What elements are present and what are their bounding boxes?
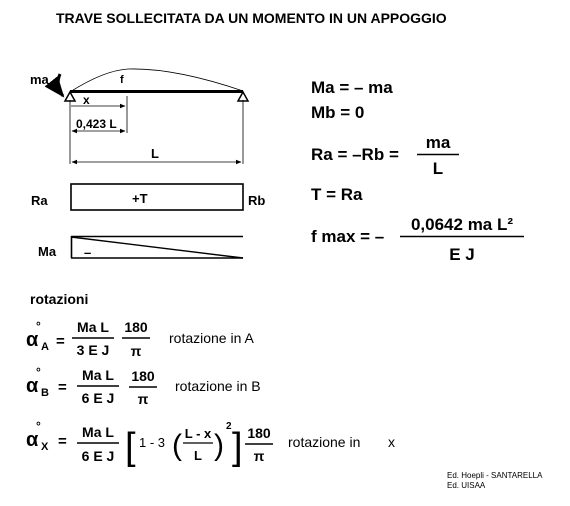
rotation-x: [26, 419, 395, 468]
alpha-x-paren-close: ): [214, 429, 224, 462]
moment-arrow-icon: [58, 74, 63, 96]
alpha-x-in-num: L - x: [184, 426, 212, 441]
formula-ra-num: ma: [425, 133, 451, 152]
alpha-a-degree: °: [36, 319, 41, 333]
x-label: x: [83, 93, 90, 107]
alpha-a-sub: A: [41, 341, 49, 353]
alpha-x-eq: =: [58, 433, 67, 450]
credit-line-1: Ed. Hoepli - SANTARELLA: [447, 471, 543, 480]
alpha-x-sub: X: [41, 441, 49, 453]
alpha-b-fr-num: 180: [131, 368, 155, 384]
shear-diagram: [31, 184, 265, 210]
alpha-b-den: 6 E J: [81, 390, 115, 406]
support-right-icon: [238, 92, 248, 101]
shear-left-label: Ra: [31, 193, 48, 208]
length-label: L: [151, 146, 159, 161]
alpha-x-bracket-close: ]: [232, 426, 243, 468]
alpha-a-fr-den: π: [130, 343, 142, 359]
moment-label: ma: [30, 72, 49, 87]
formula-ra-prefix: Ra = –Rb =: [311, 145, 399, 164]
formula-f-num: 0,0642 ma L²: [410, 215, 514, 234]
alpha-a-symbol: α: [26, 329, 39, 351]
formula-f-prefix: f max = –: [311, 227, 385, 246]
moment-diagonal: [71, 237, 243, 258]
alpha-x-label-var: x: [388, 434, 395, 450]
formula-t: T = Ra: [311, 185, 363, 204]
alpha-a-den: 3 E J: [76, 342, 110, 358]
alpha-a-eq: =: [56, 333, 65, 350]
moment-diagram: [38, 236, 243, 260]
shear-rect: [71, 184, 243, 210]
alpha-x-fr-num: 180: [247, 425, 271, 441]
credit-line-2: Ed. UISAA: [447, 481, 486, 490]
shear-right-label: Rb: [248, 193, 266, 208]
support-left-icon: [65, 92, 75, 101]
moment-sign: –: [84, 245, 92, 260]
rotation-a: [26, 319, 254, 359]
formula-ra-den: L: [432, 159, 444, 178]
alpha-b-sub: B: [41, 387, 49, 399]
alpha-x-one-minus: 1 - 3: [139, 435, 166, 450]
alpha-a-num: Ma L: [77, 319, 109, 335]
alpha-x-exponent: 2: [226, 421, 232, 432]
formulas: [311, 78, 524, 264]
alpha-x-degree: °: [36, 419, 41, 433]
alpha-b-num: Ma L: [82, 367, 114, 383]
alpha-x-label: rotazione in: [288, 434, 361, 450]
alpha-x-bracket-open: [: [125, 426, 136, 468]
shear-inside-label: +T: [132, 191, 148, 206]
alpha-a-fr-num: 180: [124, 319, 148, 335]
formula-f-den: E J: [449, 245, 475, 264]
alpha-x-in-den: L: [194, 448, 202, 463]
alpha-b-eq: =: [58, 379, 67, 396]
alpha-b-symbol: α: [26, 375, 39, 397]
alpha-b-degree: °: [36, 365, 41, 379]
deflection-curve: [70, 69, 243, 92]
xmax-label: 0,423 L: [76, 117, 117, 131]
formula-ma: Ma = – ma: [311, 78, 393, 97]
alpha-b-label: rotazione in B: [175, 378, 261, 394]
alpha-a-label: rotazione in A: [169, 330, 254, 346]
rotations-heading: rotazioni: [30, 291, 89, 307]
alpha-b-fr-den: π: [137, 391, 149, 407]
moment-diagram-label: Ma: [38, 244, 57, 259]
beam-diagram: [30, 69, 248, 164]
alpha-x-paren-open: (: [172, 429, 182, 462]
formula-mb: Mb = 0: [311, 103, 365, 122]
alpha-x-fr-den: π: [253, 448, 265, 464]
alpha-x-den: 6 E J: [81, 448, 115, 464]
alpha-x-num: Ma L: [82, 424, 114, 440]
alpha-x-symbol: α: [26, 429, 39, 451]
page-title: TRAVE SOLLECITATA DA UN MOMENTO IN UN APPOGGIO: [56, 10, 447, 26]
rotation-b: [26, 365, 261, 407]
deflection-label: f: [120, 74, 124, 86]
